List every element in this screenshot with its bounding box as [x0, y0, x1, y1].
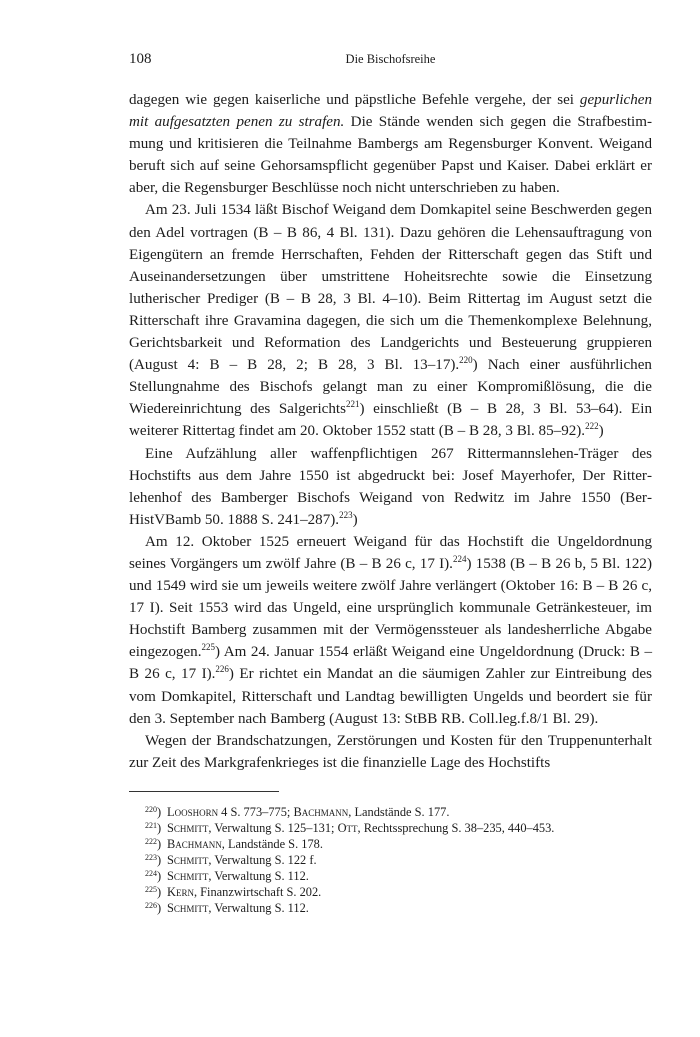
footnote-text	[167, 852, 317, 868]
footnote-text	[167, 804, 449, 820]
italic-quotation: gepurlichen mit aufgesatzten penen zu strafen.	[129, 92, 652, 131]
footnote-text	[167, 884, 321, 900]
paragraph	[129, 730, 652, 774]
paragraph-text: dagegen wie gegen kaiserliche und päpstliche Befehle vergehe, der sei	[129, 92, 580, 108]
footnote-author: Schmitt	[167, 868, 209, 883]
footnote-number-value: 224	[145, 868, 157, 878]
footnote-citation: , Finanzwirtschaft S. 202.	[193, 884, 322, 899]
paragraph-text: ) 1538 (B – B 26 b, 5 Bl. 122) und 1549 wird sie um jeweils weitere zwölf Jahre verlängert (Oktober 16: B – B 26 c, 17 I). Seit 1553 wird das Ungeld, eine ursprünglich kommunale Getränkesteuer, im Hochstift Bamberg zusammen mit der Vermögenssteuer als landesherrliche Abgabe eingezogen.	[129, 555, 653, 661]
footnote-author: Bachmann	[167, 836, 222, 851]
paragraph-text: ) Am 24. Januar 1554 erläßt Weigand eine Ungeldordnung (Druck: B – B 26 c, 17 I).	[129, 644, 652, 683]
paragraph-text: ) Nach einer ausführlichen Stellungnahme des Bischofs gelangt man zu einer Kompromißlösung, die die Wiedereinrichtung des Salgerichts	[129, 357, 652, 418]
footnote	[129, 884, 652, 900]
footnotes	[129, 804, 652, 916]
footnote-number-value: 222	[145, 836, 157, 846]
footnote-author: Ott	[337, 820, 358, 835]
running-head	[129, 48, 652, 70]
paragraph-text: ) Er richtet ein Mandat an die säumigen Zahler zur Eintreibung des vom Domkapitel, Ritterschaft und Landtag bewilligten Ungelds und beordert sie für den 3. September nach Bamberg (August 13: StBB RB. Coll.leg.f.8/1 Bl. 29).	[129, 666, 652, 727]
footnote	[129, 820, 652, 836]
footnote-reference: 225	[201, 642, 215, 653]
footnote-number-value: 221	[145, 820, 157, 830]
footnote-citation: , Landstände S. 177.	[348, 804, 450, 819]
footnote-number: $^{225}$)	[145, 884, 162, 899]
footnote-text	[167, 900, 309, 916]
footnote-citation: , Verwaltung S. 112.	[208, 900, 309, 915]
paragraph-text: Wegen der Brandschatzungen, Zerstörungen und Kosten für den Truppenunterhalt zur Zeit des Markgrafenkrieges ist die finanzielle Lage des Hochstifts	[129, 732, 652, 771]
paragraph-text: Am 12. Oktober 1525 erneuert Weigand für das Hochstift die Ungeldordnung seines Vorgängers um zwölf Jahre (B – B 26 c, 17 I).	[129, 533, 652, 572]
footnote	[129, 900, 652, 916]
footnote-number: $^{220}$)	[145, 804, 162, 819]
footnote-text	[167, 820, 554, 836]
footnote-author: Kern	[167, 884, 194, 899]
footnote-author: Bachmann	[293, 804, 349, 819]
footnote	[129, 852, 652, 868]
footnote-citation: 4 S. 773–775;	[218, 804, 294, 819]
footnote	[129, 804, 652, 820]
footnote-reference: 220	[459, 355, 473, 366]
footnote-citation: , Landstände S. 178.	[221, 836, 323, 851]
paragraph-text: Am 23. Juli 1534 läßt Bischof Weigand dem Domkapitel seine Beschwerden gegen den Adel vortragen (B – B 86, 4 Bl. 131). Dazu gehören die Lehensauftragung von Eigengütern an fremde Herrschaften, Fehden der Ritterschaft gegen das Stift und Auseinandersetzungen über umstrittene Hoheitsrechte sowie die Einsetzung lutherischer Prediger (B – B 28, 3 Bl. 4–10). Beim Rittertag im August setzt die Ritterschaft ihre Gravamina dagegen, die sich um die Themenkomplexe Belehnung, Gerichtsbarkeit und Reformation des Landgerichts und Besteuerung gruppieren (August 4: B – B 28, 2; B 28, 3 Bl. 13–17).	[129, 202, 652, 374]
paragraph-text: Eine Aufzählung aller waffenpflichtigen 267 Rittermannslehen-Träger des Hochstifts aus dem Jahre 1550 ist abgedruckt bei: Josef Mayerhofer, Der Ritterlehenhof des Bamberger Bischofs Weigand von Redwitz im Jahre 1550 (BerHistVBamb 50. 1888 S. 241–287).	[129, 445, 652, 528]
footnote	[129, 868, 652, 884]
footnote-author: Schmitt	[167, 852, 209, 867]
footnote-citation: , Verwaltung S. 125–131;	[208, 820, 338, 835]
footnote-reference: 221	[345, 399, 360, 410]
footnote-number: $^{222}$)	[145, 836, 162, 851]
book-page	[129, 48, 652, 916]
footnote-citation: , Verwaltung S. 112.	[208, 868, 309, 883]
body-text	[129, 89, 652, 774]
footnote-number-value: 226	[145, 900, 157, 910]
footnote-reference: 224	[452, 553, 467, 564]
footnote-reference: 222	[585, 421, 599, 432]
paragraph	[129, 531, 652, 730]
paragraph-text: )	[352, 511, 358, 528]
footnote-number: $^{224}$)	[145, 868, 162, 883]
footnote-number-value: 225	[145, 884, 157, 894]
paragraph-text: ) einschließt (B – B 28, 3 Bl. 53–64). Ein weiterer Rittertag findet am 20. Oktober 1552 statt (B – B 28, 3 Bl. 85–92).	[129, 401, 652, 440]
footnote-number: $^{223}$)	[145, 852, 162, 867]
footnote-reference: 223	[339, 509, 353, 520]
paragraph-text: )	[598, 423, 604, 440]
paragraph	[129, 199, 652, 442]
footnote-divider	[129, 791, 279, 792]
running-title: Die Bischofsreihe	[345, 52, 436, 66]
footnote-text	[167, 836, 323, 852]
paragraph-text: Die Stände wenden sich gegen die Strafbestimmung und kritisieren die Teilnahme Bambergs am Regensburger Konvent. Weigand beruft sich auf seine Gehorsamspflicht gegenüber Papst und Kaiser. Dabei erklärt er aber, die Regensburger Beschlüsse noch nicht unterschrieben zu haben.	[129, 114, 652, 197]
footnote-reference: 226	[215, 664, 229, 675]
footnote-author: Schmitt	[167, 820, 209, 835]
footnote-number-value: 220	[145, 804, 157, 814]
footnote-author: Looshorn	[167, 804, 219, 819]
footnote-author: Schmitt	[167, 900, 209, 915]
paragraph	[129, 443, 652, 531]
footnote-number-value: 223	[145, 852, 157, 862]
paragraph	[129, 89, 652, 199]
footnote-text	[167, 868, 309, 884]
footnote-citation: , Verwaltung S. 122 f.	[208, 852, 317, 867]
footnote-citation: , Rechtssprechung S. 38–235, 440–453.	[357, 820, 555, 835]
footnote-number: $^{221}$)	[145, 820, 162, 835]
footnote	[129, 836, 652, 852]
footnote-number: $^{226}$)	[145, 900, 162, 915]
page-number: 108	[129, 51, 152, 67]
